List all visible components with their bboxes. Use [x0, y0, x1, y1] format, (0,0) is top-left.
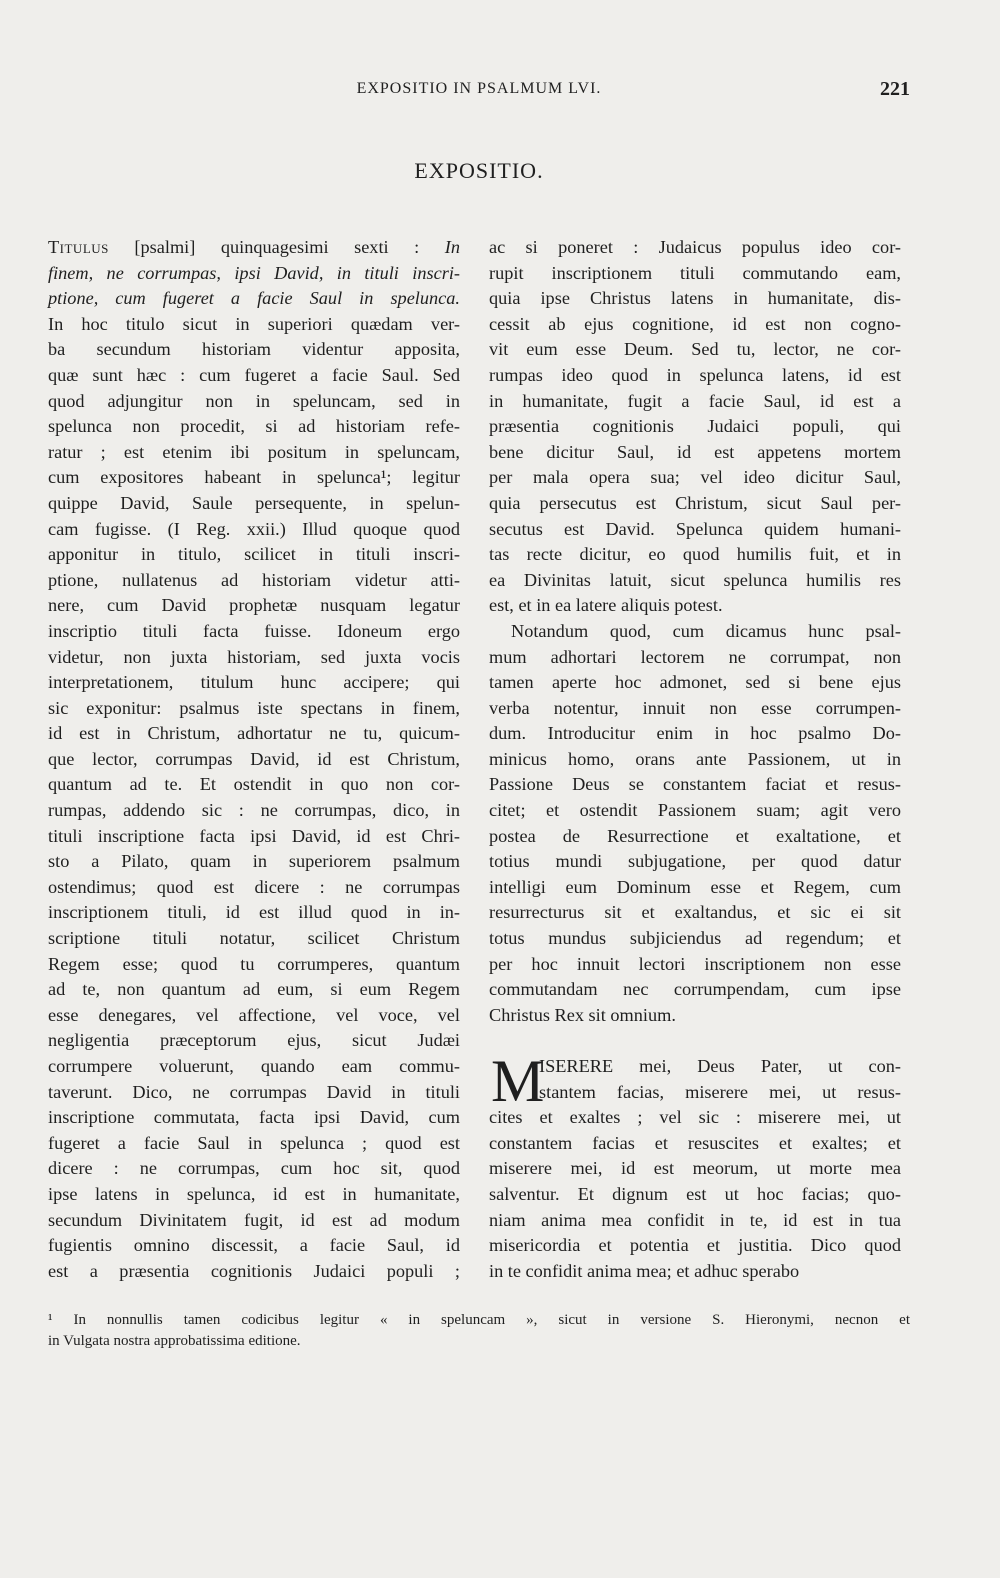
- text-line: rumpas ideo quod in spelunca latens, id est: [489, 364, 901, 385]
- italic-span: In: [444, 237, 460, 257]
- text-line: ostendimus; quod est dicere : ne corrumpas: [48, 876, 460, 897]
- text-line: In hoc titulo sicut in superiori quædam ver-: [48, 313, 460, 334]
- text-line: salventur. Et dignum est ut hoc facias; quo-: [489, 1183, 901, 1204]
- drop-cap: M: [491, 1048, 545, 1114]
- text-line: rumpas, addendo sic : ne corrumpas, dico, in: [48, 800, 460, 821]
- text-line: tamen aperte hoc admonet, sed si bene ejus: [489, 672, 901, 693]
- text-line: vit eum esse Deum. Sed tu, lector, ne cor-: [489, 339, 901, 360]
- text-line: Regem esse; quod tu corrumperes, quantum: [48, 953, 460, 974]
- running-head: [48, 78, 910, 104]
- text-line: spelunca non procedit, si ad historiam refe-: [48, 416, 460, 437]
- text-line: totus mundus subjiciendus ad regendum; et: [489, 928, 901, 949]
- text-line: ptione, cum fugeret a facie Saul in spelunca.: [48, 288, 460, 309]
- text-line: est a præsentia cognitionis Judaici populi ;: [48, 1260, 460, 1281]
- running-title: EXPOSITIO IN PSALMUM LVI.: [356, 80, 602, 97]
- text-line: ba secundum historiam videntur apposita,: [48, 339, 460, 360]
- text-line: scriptione tituli notatur, scilicet Christum: [48, 928, 460, 949]
- text-line: cessit ab ejus cognitione, id est non cogno-: [489, 313, 901, 334]
- paragraph-gap: [489, 1028, 901, 1054]
- text-line: ISERERE mei, Deus Pater, ut con-: [539, 1056, 901, 1076]
- text-line: inscriptione commutata, facta ipsi David, cum: [48, 1107, 460, 1128]
- text-line: bene dicitur Saul, id est appetens mortem: [489, 441, 901, 462]
- text-line: constantem facias et resuscites et exaltes; et: [489, 1132, 901, 1153]
- text-line: sto a Pilato, quam in superiorem psalmum: [48, 851, 460, 872]
- text-line: intelligi eum Dominum esse et Regem, cum: [489, 876, 901, 897]
- footnote-line: in Vulgata nostra approbatissima editione.: [48, 1333, 301, 1349]
- text-line: tituli inscriptione facta ipsi David, id est Chri-: [48, 825, 460, 846]
- text-line: id est in Christum, adhortatur ne tu, quicum-: [48, 723, 460, 744]
- text-line: cites et exaltes ; vel sic : miserere mei, ut: [489, 1107, 901, 1128]
- left-column: [48, 235, 460, 1284]
- text-line: Notandum quod, cum dicamus hunc psal-: [511, 620, 901, 641]
- right-column: [489, 235, 901, 1284]
- paragraph-3: [489, 1048, 901, 1284]
- text-span: [psalmi] quinquagesimi sexti :: [108, 237, 445, 257]
- text-line: quia ipse Christus latens in humanitate, dis-: [489, 288, 901, 309]
- text-line: cum expositores habeant in spelunca¹; legitur: [48, 467, 460, 488]
- text-line: inscriptio tituli facta fuisse. Idoneum ergo: [48, 620, 460, 641]
- text-line: fugeret a facie Saul in spelunca ; quod est: [48, 1132, 460, 1153]
- text-line: ea Divinitas latuit, sicut spelunca humilis res: [489, 569, 901, 590]
- text-line: rupit inscriptionem tituli commutando eam,: [489, 262, 901, 283]
- text-line: per hoc innuit lectori inscriptionem non esse: [489, 953, 901, 974]
- text-line: misericordia et potentia et justitia. Dico quod: [489, 1235, 901, 1256]
- text-line: inscriptionem tituli, id est illud quod in in-: [48, 902, 460, 923]
- text-line: que lector, corrumpas David, id est Christum,: [48, 748, 460, 769]
- text-line: quæ sunt hæc : cum fugeret a facie Saul. Sed: [48, 364, 460, 385]
- text-line: commutandam nec corrumpendam, cum ipse: [489, 979, 901, 1000]
- text-line: interpretationem, titulum hunc accipere; qui: [48, 672, 460, 693]
- text-line: [48, 235, 460, 261]
- paragraph-3-body: [489, 1105, 901, 1284]
- text-line: Christus Rex sit omnium.: [489, 1004, 676, 1025]
- text-line: ad te, non quantum ad eum, si eum Regem: [48, 979, 460, 1000]
- text-line: secundum Divinitatem fugit, id est ad modum: [48, 1209, 460, 1230]
- text-line: ptione, nullatenus ad historiam videtur atti-: [48, 569, 460, 590]
- text-line: videtur, non juxta historiam, sed juxta vocis: [48, 646, 460, 667]
- text-line: est, et in ea latere aliquis potest.: [489, 595, 723, 616]
- text-line: verba notentur, innuit non esse corrumpen-: [489, 697, 901, 718]
- text-line: totius mundi subjugatione, per quod datur: [489, 851, 901, 872]
- text-line: quippe David, Saule persequente, in spelun-: [48, 492, 460, 513]
- text-line: dum. Introducitur enim in hoc psalmo Do-: [489, 723, 901, 744]
- text-line: minicus homo, orans ante Passionem, ut in: [489, 748, 901, 769]
- paragraph-1: [489, 235, 901, 619]
- text-line: ipse latens in spelunca, id est in humanitate,: [48, 1183, 460, 1204]
- text-line: nere, cum David prophetæ nusquam legatur: [48, 595, 460, 616]
- text-line: esse denegares, vel affectione, vel voce, vel: [48, 1004, 460, 1025]
- text-line: taverunt. Dico, ne corrumpas David in tituli: [48, 1081, 460, 1102]
- text-line: ac si poneret : Judaicus populus ideo cor-: [489, 237, 901, 257]
- text-line: Passione Deus se constantem faciat et resus-: [489, 774, 901, 795]
- text-line: quia persecutus est Christum, sicut Saul per-: [489, 492, 901, 513]
- section-title: EXPOSITIO.: [414, 158, 544, 183]
- text-line: mum adhortari lectorem ne corrumpat, non: [489, 646, 901, 667]
- text-line: niam anima mea confidit in te, id est in tua: [489, 1209, 901, 1230]
- text-line: apponitur in titulo, scilicet in tituli inscri-: [48, 544, 460, 565]
- text-line: quod adjungitur non in speluncam, sed in: [48, 390, 460, 411]
- text-line: citet; et ostendit Passionem suam; agit vero: [489, 800, 901, 821]
- text-line: in humanitate, fugit a facie Saul, id est a: [489, 390, 901, 411]
- footnote: [48, 1310, 910, 1352]
- text-line: corrumpere voluerunt, quando eam commu-: [48, 1056, 460, 1076]
- text-line: stantem facias, miserere mei, ut resus-: [539, 1081, 901, 1102]
- text-line: sic exponitur: psalmus iste spectans in finem,: [48, 697, 460, 718]
- text-line: quantum ad te. Et ostendit in quo non cor-: [48, 774, 460, 795]
- text-line: cam fugisse. (I Reg. xxii.) Illud quoque quod: [48, 518, 460, 539]
- text-line: dicere : ne corrumpas, cum hoc sit, quod: [48, 1158, 460, 1179]
- text-line: præsentia cognitionis Judaici populi, qui: [489, 416, 901, 437]
- text-line: postea de Resurrectione et exaltatione, et: [489, 825, 901, 846]
- paragraph-2: [489, 619, 901, 1029]
- text-line: per mala opera sua; vel ideo dicitur Saul,: [489, 467, 901, 488]
- text-line: in te confidit anima mea; et adhuc sperabo: [489, 1260, 800, 1281]
- titulus-smallcaps: Titulus: [48, 237, 109, 257]
- text-line: miserere mei, id est meorum, ut morte mea: [489, 1158, 901, 1179]
- footnote-line: ¹ In nonnullis tamen codicibus legitur « in speluncam », sicut in versione S. Hieronymi, necnon et: [48, 1312, 910, 1328]
- text-line: finem, ne corrumpas, ipsi David, in tituli inscri-: [48, 262, 460, 283]
- text-line: tas recte dicitur, eo quod humilis fuit, et in: [489, 544, 901, 565]
- text-line: negligentia præceptorum ejus, sicut Judæi: [48, 1030, 460, 1051]
- text-line: ratur ; est etenim ibi positum in speluncam,: [48, 441, 460, 462]
- text-line: fugientis omnino discessit, a facie Saul, id: [48, 1235, 460, 1256]
- text-line: resurrecturus sit et exaltandus, et sic ei sit: [489, 902, 901, 923]
- text-line: secutus est David. Spelunca quidem humani-: [489, 518, 901, 539]
- page-number: 221: [880, 78, 910, 100]
